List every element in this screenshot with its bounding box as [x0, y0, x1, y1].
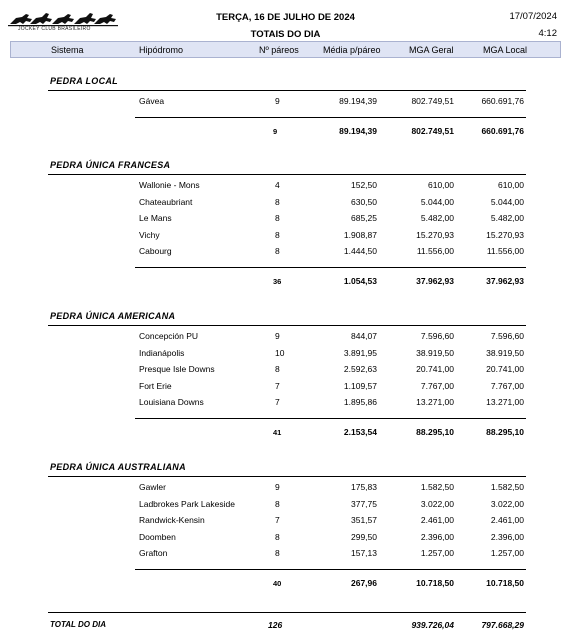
section-rule — [48, 90, 526, 91]
mga-local-value: 660.691,76 — [481, 96, 524, 106]
media-value: 299,50 — [351, 531, 377, 542]
grand-total-label: TOTAL DO DIA — [50, 620, 106, 629]
subtotal-mga-geral: 37.962,93 — [416, 276, 454, 286]
mga-local-value: 5.482,00 — [490, 213, 524, 223]
hipodromo-name: Concepción PU — [139, 331, 199, 341]
media-value: 89.194,39 — [339, 96, 377, 106]
subtotal-mga-local: 660.691,76 — [481, 126, 524, 136]
print-date: 17/07/2024 — [509, 11, 557, 22]
pareos-count: 8 — [275, 498, 280, 509]
report-date-title: TERÇA, 16 DE JULHO DE 2024 — [216, 12, 355, 23]
mga-local-value: 2.396,00 — [490, 531, 524, 542]
col-mga-local: MGA Local — [483, 45, 528, 55]
hipodromo-name: Fort Erie — [139, 380, 172, 391]
section-title: PEDRA ÚNICA AMERICANA — [50, 311, 176, 321]
mga-geral-value: 2.461,00 — [420, 515, 454, 525]
pareos-count: 8 — [275, 213, 280, 223]
mga-local-value: 38.919,50 — [486, 347, 524, 358]
subtotal-mga-geral: 88.295,10 — [416, 427, 454, 437]
grand-total-mga-geral: 939.726,04 — [411, 620, 454, 630]
pareos-count: 9 — [275, 331, 280, 341]
subtotal-media: 89.194,39 — [339, 126, 377, 136]
media-value: 1.444,50 — [343, 246, 377, 256]
media-value: 351,57 — [351, 515, 377, 525]
mga-geral-value: 38.919,50 — [416, 347, 454, 358]
grand-total-pareos: 126 — [268, 620, 283, 630]
mga-geral-value: 1.257,00 — [420, 548, 454, 558]
subtotal-mga-local: 37.962,93 — [486, 276, 524, 286]
mga-geral-value: 802.749,51 — [411, 96, 454, 106]
mga-local-value: 1.257,00 — [490, 548, 524, 558]
col-sistema: Sistema — [51, 45, 84, 55]
hipodromo-name: Doomben — [139, 531, 176, 542]
subtotal-pareos: 36 — [273, 277, 282, 286]
subtotal-pareos: 40 — [273, 579, 282, 588]
mga-local-value: 7.596,60 — [490, 331, 524, 341]
mga-local-value: 7.767,00 — [490, 380, 524, 391]
media-value: 157,13 — [351, 548, 377, 558]
media-value: 844,07 — [351, 331, 377, 341]
subtotal-rule — [135, 267, 526, 268]
media-value: 3.891,95 — [343, 347, 377, 358]
hipodromo-name: Le Mans — [139, 213, 172, 223]
pareos-count: 7 — [275, 515, 280, 525]
pareos-count: 4 — [275, 180, 280, 190]
pareos-count: 8 — [275, 548, 280, 558]
subtotal-media: 267,96 — [351, 578, 377, 588]
pareos-count: 8 — [275, 246, 280, 256]
hipodromo-name: Wallonie - Mons — [139, 180, 200, 190]
media-value: 630,50 — [351, 196, 377, 207]
subtotal-rule — [135, 418, 526, 419]
mga-geral-value: 15.270,93 — [416, 229, 454, 240]
pareos-count: 8 — [275, 364, 280, 374]
hipodromo-name: Louisiana Downs — [139, 397, 204, 407]
media-value: 1.895,86 — [343, 397, 377, 407]
subtotal-rule — [135, 569, 526, 570]
section-title: PEDRA ÚNICA AUSTRALIANA — [50, 462, 186, 472]
mga-geral-value: 11.556,00 — [416, 246, 454, 256]
pareos-count: 9 — [275, 482, 280, 492]
mga-geral-value: 7.596,60 — [420, 331, 454, 341]
section-rule — [48, 174, 526, 175]
subtotal-pareos: 41 — [273, 428, 282, 437]
grand-total-rule — [48, 612, 526, 613]
hipodromo-name: Gawler — [139, 482, 166, 492]
hipodromo-name: Presque Isle Downs — [139, 364, 215, 374]
column-header-bar — [10, 41, 561, 58]
print-time: 4:12 — [538, 28, 557, 39]
col-hipodromo: Hipódromo — [139, 45, 184, 55]
media-value: 152,50 — [351, 180, 377, 190]
pareos-count: 8 — [275, 531, 280, 542]
pareos-count: 10 — [275, 347, 285, 358]
mga-geral-value: 3.022,00 — [420, 498, 454, 509]
mga-geral-value: 2.396,00 — [420, 531, 454, 542]
col-pareos: Nº páreos — [259, 45, 299, 55]
mga-local-value: 13.271,00 — [486, 397, 524, 407]
subtotal-rule — [135, 117, 526, 118]
mga-local-value: 610,00 — [498, 180, 524, 190]
media-value: 685,25 — [351, 213, 377, 223]
grand-total-mga-local: 797.668,29 — [481, 620, 524, 630]
subtotal-media: 2.153,54 — [343, 427, 377, 437]
pareos-count: 8 — [275, 229, 280, 240]
report-subtitle: TOTAIS DO DIA — [250, 29, 321, 40]
mga-geral-value: 610,00 — [428, 180, 454, 190]
logo-caption: JOCKEY CLUB BRASILEIRO — [18, 26, 91, 32]
section-title: PEDRA LOCAL — [50, 76, 118, 86]
section-rule — [48, 476, 526, 477]
mga-geral-value: 5.044,00 — [420, 196, 454, 207]
col-mga-geral: MGA Geral — [409, 45, 454, 55]
hipodromo-name: Vichy — [139, 229, 160, 240]
subtotal-pareos: 9 — [273, 127, 278, 136]
mga-geral-value: 13.271,00 — [416, 397, 454, 407]
pareos-count: 7 — [275, 397, 280, 407]
pareos-count: 9 — [275, 96, 280, 106]
mga-local-value: 2.461,00 — [490, 515, 524, 525]
mga-local-value: 3.022,00 — [490, 498, 524, 509]
hipodromo-name: Chateaubriant — [139, 196, 193, 207]
mga-local-value: 15.270,93 — [486, 229, 524, 240]
subtotal-media: 1.054,53 — [343, 276, 377, 286]
mga-local-value: 11.556,00 — [486, 246, 524, 256]
section-title: PEDRA ÚNICA FRANCESA — [50, 160, 171, 170]
pareos-count: 8 — [275, 196, 280, 207]
pareos-count: 7 — [275, 380, 280, 391]
hipodromo-name: Gávea — [139, 96, 165, 106]
hipodromo-name: Grafton — [139, 548, 168, 558]
mga-geral-value: 20.741,00 — [416, 364, 454, 374]
media-value: 1.109,57 — [343, 380, 377, 391]
media-value: 1.908,87 — [343, 229, 377, 240]
media-value: 377,75 — [351, 498, 377, 509]
mga-local-value: 5.044,00 — [490, 196, 524, 207]
hipodromo-name: Indianápolis — [139, 347, 185, 358]
media-value: 175,83 — [351, 482, 377, 492]
subtotal-mga-local: 88.295,10 — [486, 427, 524, 437]
subtotal-mga-local: 10.718,50 — [486, 578, 524, 588]
mga-local-value: 20.741,00 — [486, 364, 524, 374]
media-value: 2.592,63 — [343, 364, 377, 374]
subtotal-mga-geral: 10.718,50 — [416, 578, 454, 588]
section-rule — [48, 325, 526, 326]
mga-local-value: 1.582,50 — [490, 482, 524, 492]
mga-geral-value: 7.767,00 — [420, 380, 454, 391]
subtotal-mga-geral: 802.749,51 — [411, 126, 454, 136]
hipodromo-name: Randwick-Kensin — [139, 515, 205, 525]
hipodromo-name: Ladbrokes Park Lakeside — [139, 498, 235, 509]
mga-geral-value: 1.582,50 — [420, 482, 454, 492]
mga-geral-value: 5.482,00 — [420, 213, 454, 223]
hipodromo-name: Cabourg — [139, 246, 172, 256]
col-media: Média p/páreo — [323, 45, 381, 55]
